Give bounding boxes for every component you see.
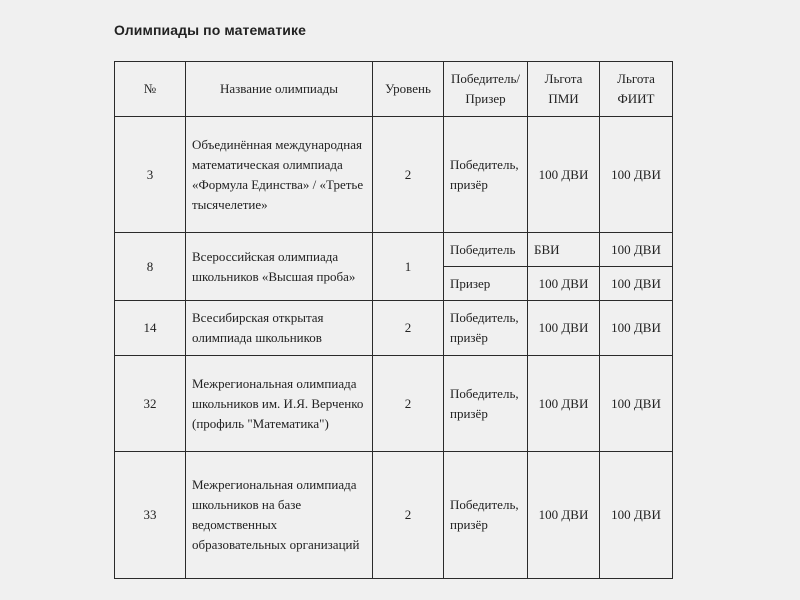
- cell-pmi: 100 ДВИ: [528, 452, 600, 579]
- cell-fiit: 100 ДВИ: [600, 301, 673, 356]
- cell-fiit: 100 ДВИ: [600, 233, 673, 267]
- cell-pmi: 100 ДВИ: [528, 117, 600, 233]
- cell-level: 2: [373, 117, 444, 233]
- cell-level: 2: [373, 452, 444, 579]
- header-fiit-benefit: Льгота ФИИТ: [600, 62, 673, 117]
- cell-fiit: 100 ДВИ: [600, 356, 673, 452]
- cell-fiit: 100 ДВИ: [600, 267, 673, 301]
- cell-status: Победитель, призёр: [444, 301, 528, 356]
- header-number: №: [115, 62, 186, 117]
- table-row: [115, 452, 673, 579]
- cell-status: Победитель, призёр: [444, 452, 528, 579]
- cell-fiit: 100 ДВИ: [600, 117, 673, 233]
- table-row: [115, 117, 673, 233]
- cell-pmi: БВИ: [528, 233, 600, 267]
- cell-pmi: 100 ДВИ: [528, 356, 600, 452]
- table-row: [115, 233, 673, 267]
- cell-number: 14: [115, 301, 186, 356]
- cell-pmi: 100 ДВИ: [528, 267, 600, 301]
- cell-level: 2: [373, 301, 444, 356]
- header-name: Название олимпиады: [186, 62, 373, 117]
- cell-number: 8: [115, 233, 186, 301]
- header-level: Уровень: [373, 62, 444, 117]
- table-header-row: [115, 62, 673, 117]
- cell-number: 3: [115, 117, 186, 233]
- cell-level: 1: [373, 233, 444, 301]
- olympiad-table: [114, 61, 673, 579]
- cell-status: Призер: [444, 267, 528, 301]
- table-row: [115, 356, 673, 452]
- header-pmi-benefit: Льгота ПМИ: [528, 62, 600, 117]
- cell-status: Победитель, призёр: [444, 356, 528, 452]
- cell-fiit: 100 ДВИ: [600, 452, 673, 579]
- cell-status: Победитель, призёр: [444, 117, 528, 233]
- cell-number: 33: [115, 452, 186, 579]
- cell-name: Всесибирская открытая олимпиада школьников: [186, 301, 373, 356]
- header-status: Победитель/ Призер: [444, 62, 528, 117]
- cell-name: Объединённая международная математическая олимпиада «Формула Единства» / «Третье тысячелетие»: [186, 117, 373, 233]
- page-title: Олимпиады по математике: [114, 22, 306, 38]
- cell-name: Межрегиональная олимпиада школьников на базе ведомственных образовательных организаций: [186, 452, 373, 579]
- cell-status: Победитель: [444, 233, 528, 267]
- cell-pmi: 100 ДВИ: [528, 301, 600, 356]
- table-row: [115, 301, 673, 356]
- cell-level: 2: [373, 356, 444, 452]
- cell-name: Всероссийская олимпиада школьников «Высшая проба»: [186, 233, 373, 301]
- cell-name: Межрегиональная олимпиада школьников им. И.Я. Верченко (профиль "Математика"): [186, 356, 373, 452]
- cell-number: 32: [115, 356, 186, 452]
